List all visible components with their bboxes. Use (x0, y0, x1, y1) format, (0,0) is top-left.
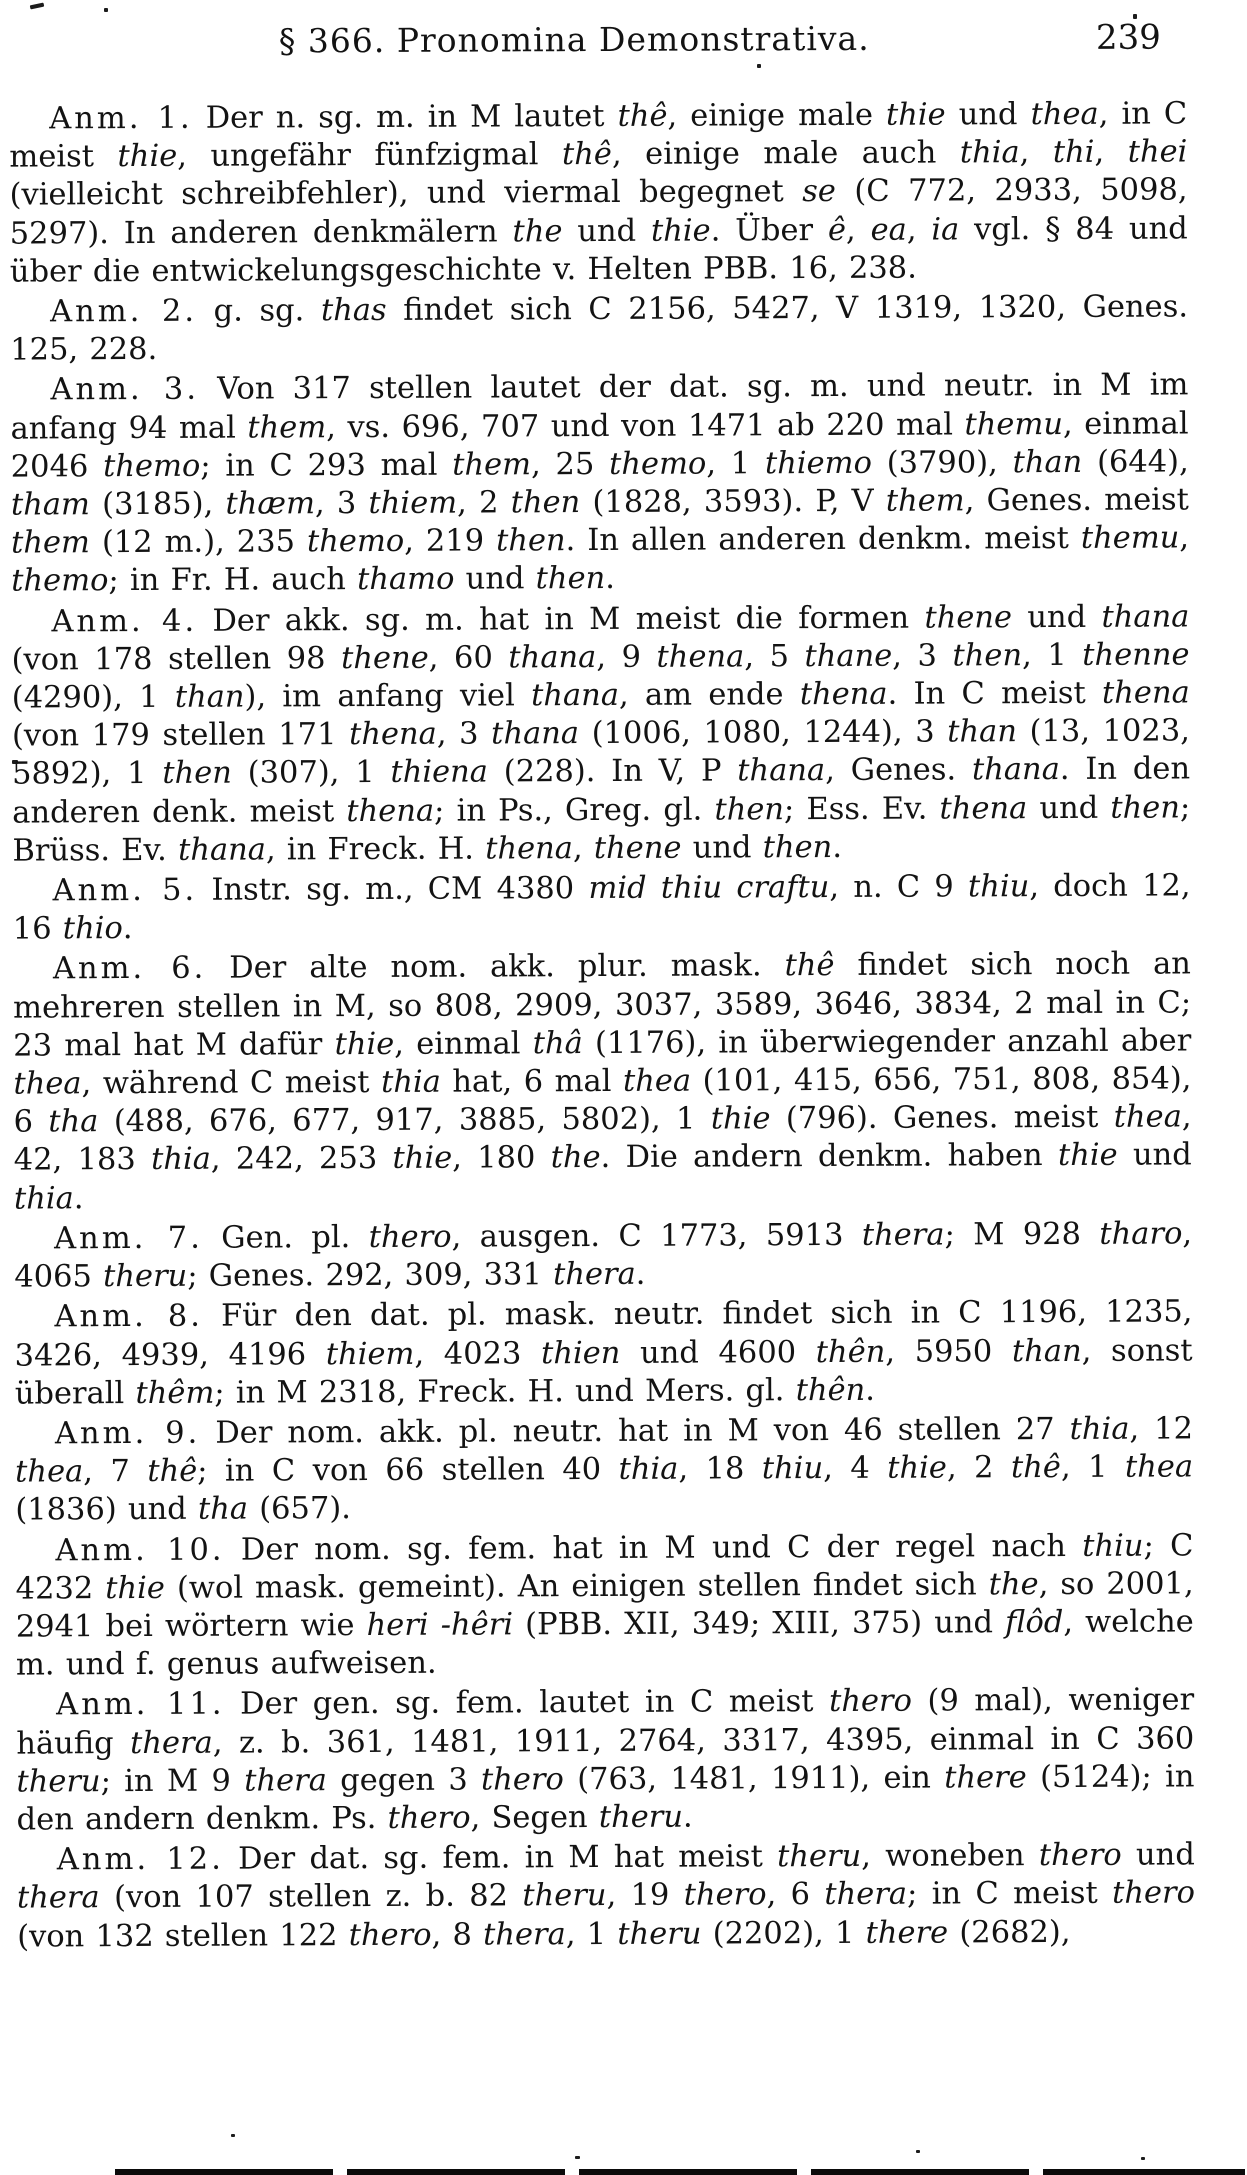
old-saxon-form: thena (348, 716, 437, 753)
old-saxon-form: thana (177, 832, 267, 868)
old-saxon-form: thero (480, 1761, 564, 1798)
text-run: , 1 (1021, 637, 1083, 674)
old-saxon-form: thea (1113, 1099, 1182, 1136)
old-saxon-form: thana (491, 716, 580, 752)
old-saxon-form: mid thiu craftu (588, 870, 830, 907)
old-saxon-form: thê (1010, 1450, 1062, 1486)
text-run: (wol mask. gemeint). An einigen stellen findet sich (164, 1567, 989, 1606)
old-saxon-form: thê (784, 948, 835, 984)
text-run: , 1 (706, 446, 765, 482)
text-run: , 5 (744, 638, 805, 675)
text-run: ; Ess. Ev. (783, 791, 940, 827)
text-run: (C 772, 2933, 5098, 5297). In anderen denkmälern (9, 172, 1188, 252)
old-saxon-form: thiu (1082, 1528, 1144, 1564)
old-saxon-form: ea (870, 212, 907, 248)
text-run: (101, 415, 656, 751, 808, 854), 6 (13, 1061, 1192, 1140)
old-saxon-form: flôd (1005, 1604, 1064, 1641)
old-saxon-form: heri -hêri (366, 1607, 514, 1643)
text-run: (763, 1481, 1911), ein (563, 1760, 945, 1797)
text-run: ; in M 2318, Freck. H. und Mers. gl. (214, 1372, 796, 1411)
text-run: findet sich C 2156, 5427, V 1319, 1320, Genes. 125, 228. (10, 289, 1189, 368)
old-saxon-form: thena (346, 793, 435, 829)
anm-label: Anm. 3. (50, 372, 200, 408)
scan-speck (1141, 2157, 1145, 2160)
text-run: (von 179 stellen 171 (11, 717, 350, 754)
old-saxon-form: thæm (225, 486, 316, 522)
old-saxon-form: thiena (390, 754, 489, 791)
old-saxon-form: thei (1127, 134, 1188, 170)
text-run: , 2 (946, 1450, 1012, 1486)
anm-label: Anm. 6. (52, 951, 207, 987)
text-run: , 6 (766, 1877, 825, 1913)
text-run: (2682), (948, 1914, 1071, 1951)
old-saxon-form: tha (197, 1491, 249, 1528)
text-run: (von 178 stellen 98 (11, 640, 342, 678)
old-saxon-form: thiu (967, 869, 1030, 905)
old-saxon-form: then (162, 756, 232, 792)
text-run: Für den dat. pl. mask. neutr. findet sich in C 1196, 1235, 3426, 4939, 4196 (14, 1294, 1193, 1374)
old-saxon-form: thie (334, 1026, 395, 1063)
text-run: . In C meist (887, 675, 1103, 712)
old-saxon-form: ia (931, 212, 960, 248)
text-run: (13, 1023, 5892), 1 (12, 713, 1190, 793)
text-run: Der dat. sg. fem. in M hat meist (223, 1839, 778, 1877)
old-saxon-form: thena (1101, 675, 1190, 711)
text-run: , (1019, 135, 1053, 171)
old-saxon-form: thê (561, 137, 613, 173)
text-run: , 18 (678, 1451, 762, 1487)
old-saxon-form: thero (348, 1917, 432, 1953)
text-run: Der nom. akk. pl. neutr. hat in M von 46 stellen 27 (200, 1411, 1070, 1451)
text-run: (644), (1082, 444, 1189, 480)
annotation-paragraph-anm-9 (15, 1410, 1193, 1530)
text-run: , 1 (1060, 1449, 1126, 1486)
text-run: , doch 12, 16 (12, 868, 1191, 947)
text-run: ; in M 9 (100, 1763, 245, 1799)
old-saxon-form: then (762, 829, 833, 866)
old-saxon-form: thana (737, 753, 826, 789)
text-run: , 4023 (414, 1335, 542, 1372)
text-run: (1006, 1080, 1244), 3 (578, 714, 948, 752)
old-saxon-form: thiem (325, 1336, 415, 1372)
text-run: g. sg. (196, 293, 321, 329)
text-run: (PBB. XII, 349; XIII, 375) und (512, 1605, 1006, 1643)
text-run: (1836) und (15, 1492, 198, 1528)
old-saxon-form: thea (15, 1454, 84, 1490)
old-saxon-form: tha (48, 1104, 99, 1140)
old-saxon-form: se (802, 174, 837, 210)
text-run: ; in C 293 mal (200, 447, 453, 484)
text-run: , Genes. meist (964, 482, 1189, 519)
text-run: (5124); in den andern denkm. Ps. (16, 1759, 1195, 1838)
scan-speck (575, 2156, 580, 2159)
old-saxon-form: thi (1052, 135, 1095, 171)
old-saxon-form: thena (656, 639, 745, 675)
annotation-paragraph-anm-5 (13, 867, 1191, 949)
old-saxon-form: theru (776, 1839, 862, 1875)
text-run: , 219 (404, 523, 497, 560)
text-run: ; in C meist (907, 1876, 1113, 1913)
text-run: (12 m.), 235 (89, 524, 308, 561)
text-run: (3185), (89, 486, 226, 523)
text-run: , 1 (565, 1916, 618, 1952)
old-saxon-form: than (947, 714, 1018, 750)
anm-label: Anm. 12. (56, 1841, 224, 1878)
old-saxon-form: thie (710, 1101, 771, 1137)
old-saxon-form: thea (1030, 96, 1099, 133)
old-saxon-form: theru (16, 1763, 101, 1800)
text-run: ; M 928 (944, 1216, 1100, 1253)
text-run: und 4600 (620, 1334, 816, 1371)
text-run: (von 107 stellen z. b. 82 (99, 1878, 523, 1916)
text-run: , ungefähr fünfzigmal (177, 137, 563, 175)
old-saxon-form: theru (522, 1878, 607, 1914)
anm-label: Anm. 5. (52, 872, 198, 909)
text-run: Von 317 stellen lautet der dat. sg. m. und neutr. in M im anfang 94 mal (10, 367, 1189, 447)
old-saxon-form: thia (380, 1064, 441, 1101)
text-run: und (1027, 790, 1111, 826)
text-run: , (845, 212, 871, 248)
old-saxon-form: tham (10, 487, 90, 523)
annotation-paragraph-anm-3 (10, 367, 1189, 601)
text-run: (9 mal), weniger häufig (16, 1682, 1195, 1762)
running-header (9, 9, 1187, 86)
annotation-paragraph-anm-1 (9, 95, 1188, 291)
text-run: , 4065 (14, 1216, 1193, 1295)
old-saxon-form: theru (617, 1916, 702, 1952)
text-run: und (454, 561, 536, 598)
old-saxon-form: thiem (368, 485, 458, 522)
text-run: (3790), (871, 445, 1013, 481)
text-run: und (562, 213, 652, 249)
text-run: gegen 3 (326, 1762, 482, 1798)
old-saxon-form: thie (392, 1141, 453, 1177)
text-run: , 9 (596, 639, 657, 675)
old-saxon-form: thera (824, 1877, 908, 1913)
text-run: (von 132 stellen 122 (17, 1917, 349, 1955)
old-saxon-form: thiu (761, 1451, 824, 1487)
text-run: , in C meist (9, 96, 1188, 175)
old-saxon-form: thio (62, 911, 123, 947)
text-run: . Über (710, 212, 829, 249)
text-run: , (572, 830, 594, 866)
text-run: (vielleicht schreibfehler), und viermal begegnet (9, 174, 803, 213)
section-title: § 366. Pronomina Demonstrativa. (278, 18, 870, 61)
text-run: (488, 676, 677, 917, 3885, 5802), 1 (98, 1101, 711, 1140)
old-saxon-form: thene (341, 640, 429, 676)
old-saxon-form: thâ (532, 1025, 583, 1062)
text-run: , vs. 696, 707 und von 1471 ab 220 mal (326, 407, 965, 445)
text-run: . In allen anderen denkm. meist (565, 521, 1081, 559)
text-run: , einige male (667, 97, 887, 134)
old-saxon-form: thê (617, 98, 668, 134)
old-saxon-form: thera (129, 1725, 213, 1761)
scan-speck (916, 2150, 920, 2153)
old-saxon-form: than (174, 679, 245, 715)
text-run: , 3 (892, 638, 953, 674)
text-run: Der alte nom. akk. plur. mask. (206, 948, 785, 987)
annotation-paragraph-anm-7 (14, 1215, 1192, 1297)
anm-label: Anm. 9. (54, 1415, 201, 1452)
text-run: , am ende (618, 677, 800, 713)
old-saxon-form: thia (150, 1142, 211, 1178)
text-run: (1176), in überwiegender anzahl aber (582, 1023, 1192, 1061)
old-saxon-form: then (714, 791, 785, 828)
old-saxon-form: thera (861, 1217, 945, 1253)
text-run: ), im anfang viel (244, 678, 532, 715)
text-run: , 3 (314, 486, 369, 522)
text-run: , während C meist (81, 1065, 382, 1102)
old-saxon-form: ê (827, 212, 847, 248)
old-saxon-form: thie (650, 213, 711, 249)
text-run: , woneben (861, 1838, 1039, 1875)
old-saxon-form: thie (105, 1570, 166, 1606)
text-run: . (73, 1180, 84, 1216)
text-run: , welche m. und f. genus aufweisen. (15, 1604, 1194, 1683)
old-saxon-form: then (510, 485, 581, 521)
anm-label: Anm. 1. (49, 100, 193, 137)
old-saxon-form: thên (795, 1372, 866, 1408)
old-saxon-form: then (1110, 790, 1181, 826)
text-run: und (945, 97, 1031, 133)
old-saxon-form: thera (16, 1880, 100, 1916)
text-run: , ausgen. C 1773, 5913 (451, 1217, 862, 1255)
old-saxon-form: thên (815, 1334, 886, 1370)
text-run: und (1011, 599, 1102, 635)
old-saxon-form: thie (1057, 1138, 1118, 1174)
old-saxon-form: thero (683, 1877, 767, 1913)
old-saxon-form: themo (306, 524, 405, 560)
old-saxon-form: then (495, 523, 566, 559)
page-content (9, 9, 1195, 1958)
text-run: und (1121, 1837, 1195, 1873)
old-saxon-form: thia (1069, 1411, 1130, 1447)
text-run: ; in Fr. H. auch (108, 562, 358, 599)
old-saxon-form: them (452, 447, 532, 483)
old-saxon-form: thia (618, 1451, 679, 1488)
text-run: . In den anderen denk. meist (12, 751, 1191, 831)
old-saxon-form: thie (117, 139, 178, 175)
old-saxon-form: thero (387, 1800, 471, 1836)
text-run: ; Brüss. Ev. (12, 790, 1191, 869)
text-run: , sonst überall (14, 1332, 1193, 1412)
text-run: . (605, 561, 616, 597)
old-saxon-form: then (535, 561, 606, 597)
anm-label: Anm. 11. (56, 1686, 225, 1723)
text-run: (657). (247, 1491, 351, 1527)
text-run: (4290), 1 (11, 679, 175, 716)
old-saxon-form: thenne (1082, 637, 1190, 673)
old-saxon-form: thero (1111, 1875, 1196, 1912)
text-run: . Die andern denkm. haben (600, 1138, 1059, 1176)
old-saxon-form: thêm (135, 1375, 215, 1411)
text-run: , (906, 212, 932, 248)
text-run: (796). Genes. meist (770, 1100, 1114, 1137)
text-run: , (1179, 520, 1190, 556)
text-run: findet sich noch an mehreren stellen in M, so 808, 2909, 3037, 3589, 3646, 3834, 2 mal in C; 23 mal hat M dafür (13, 946, 1192, 1064)
text-run: (307), 1 (231, 755, 391, 792)
text-run: , so 2001, 2941 bei wörtern wie (15, 1566, 1194, 1645)
anm-label: Anm. 7. (54, 1220, 203, 1257)
text-run: , 42, 183 (13, 1099, 1192, 1179)
text-run: , 7 (83, 1454, 148, 1490)
scan-speck (30, 3, 45, 10)
old-saxon-form: thero (368, 1219, 452, 1255)
old-saxon-form: thie (887, 1450, 948, 1486)
old-saxon-form: thie (885, 97, 946, 133)
text-run: ; in C von 66 stellen 40 (197, 1452, 619, 1489)
old-saxon-form: than (1012, 444, 1083, 481)
scan-speck (104, 8, 108, 12)
old-saxon-form: thas (320, 292, 387, 329)
old-saxon-form: themu (964, 406, 1064, 443)
text-run: , 12 (1129, 1411, 1194, 1447)
text-run: Instr. sg. m., CM 4380 (197, 871, 589, 908)
text-run: ; in Ps., Greg. gl. (434, 792, 715, 829)
old-saxon-form: thera (482, 1916, 566, 1953)
text-run: . (865, 1372, 876, 1408)
text-run: ; Genes. 292, 309, 331 (187, 1257, 554, 1294)
text-run: , 4 (823, 1450, 888, 1487)
text-run: ; C 4232 (15, 1527, 1194, 1607)
text-run: (1828, 3593). P, V (580, 483, 886, 521)
old-saxon-form: thea (1124, 1449, 1194, 1485)
text-run: Der n. sg. m. in M lautet (192, 98, 618, 136)
old-saxon-form: theru (103, 1258, 188, 1295)
old-saxon-form: themu (1080, 520, 1180, 557)
old-saxon-form: thea (13, 1066, 82, 1102)
annotations (9, 95, 1195, 1956)
old-saxon-form: then (952, 638, 1023, 674)
text-run: , 2 (457, 485, 511, 521)
old-saxon-form: thera (244, 1762, 327, 1799)
text-run: vgl. § 84 und über die entwickelungsgeschichte v. Helten PBB. 16, 238. (9, 211, 1188, 290)
anm-label: Anm. 4. (51, 603, 198, 640)
text-run: und (681, 830, 763, 866)
page-number: 239 (1095, 17, 1161, 58)
old-saxon-form: thane (804, 638, 893, 674)
old-saxon-form: thia (959, 135, 1020, 171)
annotation-paragraph-anm-10 (15, 1527, 1194, 1685)
old-saxon-form: thena (485, 830, 574, 867)
old-saxon-form: than (1011, 1333, 1082, 1369)
text-run: , 180 (452, 1140, 551, 1177)
annotation-paragraph-anm-4 (11, 598, 1190, 871)
text-run: , 60 (428, 640, 509, 676)
annotation-paragraph-anm-12 (17, 1837, 1195, 1957)
old-saxon-form: the (988, 1566, 1039, 1603)
text-run: Der gen. sg. fem. lautet in C meist (224, 1684, 830, 1722)
old-saxon-form: the (550, 1140, 601, 1176)
old-saxon-form: thena (799, 676, 888, 713)
text-run: . (635, 1256, 646, 1292)
anm-label: Anm. 8. (54, 1299, 204, 1335)
text-run: , 19 (606, 1877, 684, 1914)
text-run: , z. b. 361, 1481, 1911, 2764, 3317, 4395, einmal in C 360 (212, 1720, 1195, 1761)
annotation-paragraph-anm-6 (13, 946, 1192, 1219)
old-saxon-form: thene (924, 599, 1013, 636)
old-saxon-form: themo (609, 446, 707, 482)
old-saxon-form: thero (1038, 1837, 1122, 1874)
text-run: , einige male auch (611, 135, 960, 173)
old-saxon-form: thea (622, 1063, 692, 1099)
text-run: , n. C 9 (829, 869, 969, 906)
old-saxon-form: thê (147, 1453, 198, 1490)
text-run: , einmal 2046 (10, 406, 1189, 485)
old-saxon-form: thero (828, 1683, 913, 1720)
text-run: , 8 (431, 1917, 484, 1953)
text-run: , 25 (530, 446, 610, 483)
text-run: , 5950 (885, 1333, 1013, 1370)
text-run: . (682, 1799, 693, 1835)
text-run: . (832, 829, 843, 865)
old-saxon-form: thien (540, 1335, 621, 1371)
old-saxon-form: thene (593, 830, 682, 866)
text-run: , Genes. (825, 752, 973, 789)
scan-speck (231, 2134, 235, 2137)
old-saxon-form: thana (971, 752, 1060, 788)
scan-edge-artifact (115, 2169, 1245, 2175)
text-run: , 3 (436, 716, 492, 752)
old-saxon-form: there (865, 1915, 949, 1951)
text-run: (2202), 1 (701, 1915, 866, 1952)
anm-label: Anm. 2. (49, 293, 198, 330)
text-run: , Segen (470, 1799, 599, 1836)
text-run: und (1117, 1137, 1192, 1174)
annotation-paragraph-anm-11 (16, 1682, 1195, 1840)
old-saxon-form: themo (11, 563, 109, 600)
old-saxon-form: them (885, 483, 965, 519)
text-run: hat, 6 mal (440, 1063, 624, 1100)
anm-label: Anm. 10. (55, 1532, 225, 1568)
old-saxon-form: thana (508, 639, 597, 676)
old-saxon-form: them (247, 409, 327, 446)
text-run: . (122, 911, 133, 947)
old-saxon-form: them (10, 525, 91, 561)
annotation-paragraph-anm-2 (10, 288, 1188, 370)
old-saxon-form: thana (530, 677, 620, 714)
text-run: (228). In V, P (487, 753, 738, 790)
text-run: , (1094, 134, 1128, 171)
text-run: , 242, 253 (210, 1141, 393, 1178)
old-saxon-form: themo (103, 448, 201, 484)
old-saxon-form: thera (552, 1256, 636, 1293)
old-saxon-form: thana (1101, 599, 1190, 635)
old-saxon-form: there (944, 1759, 1027, 1796)
text-run: Der nom. sg. fem. hat in M und C der regel nach (224, 1528, 1083, 1568)
annotation-paragraph-anm-8 (14, 1294, 1192, 1414)
old-saxon-form: theru (598, 1799, 684, 1835)
text-run: Gen. pl. (202, 1219, 369, 1256)
old-saxon-form: thia (13, 1180, 74, 1217)
old-saxon-form: thena (939, 790, 1028, 827)
old-saxon-form: tharo (1099, 1216, 1183, 1252)
old-saxon-form: the (512, 213, 563, 249)
text-run: , in Freck. H. (265, 831, 486, 868)
old-saxon-form: thamo (356, 562, 455, 598)
text-run: Der akk. sg. m. hat in M meist die formen (197, 600, 925, 639)
text-run: , einmal (394, 1026, 533, 1062)
old-saxon-form: thiemo (764, 445, 872, 482)
